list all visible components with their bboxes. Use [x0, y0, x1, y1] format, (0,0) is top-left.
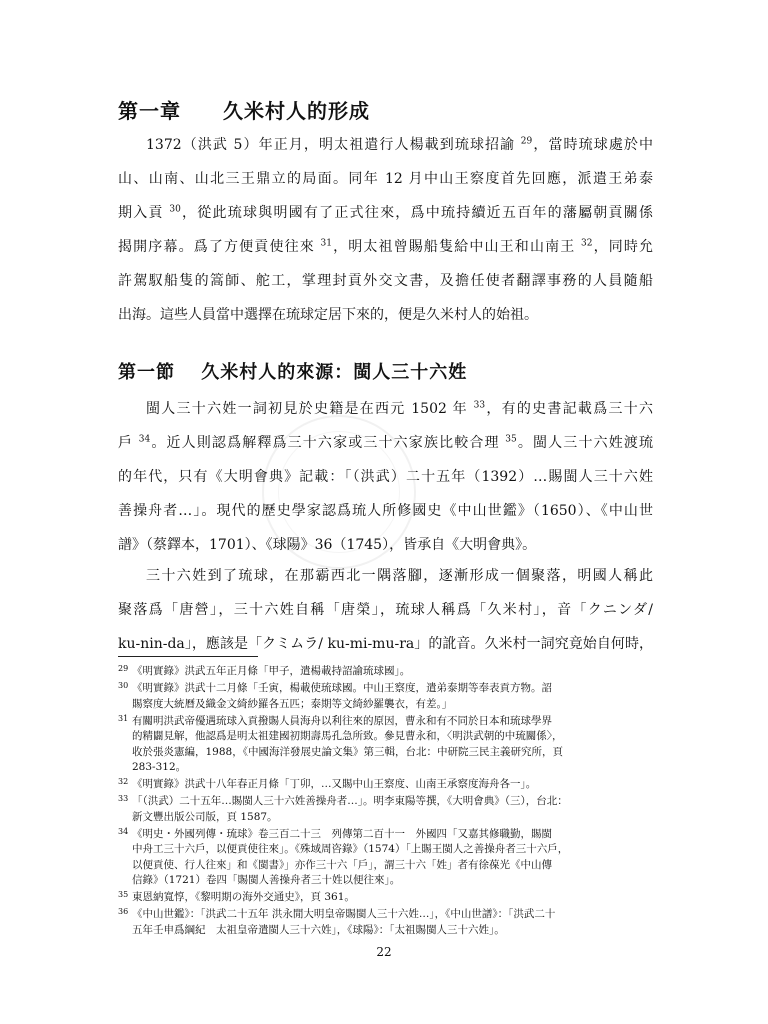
- footnote-ref[interactable]: 30: [169, 204, 181, 215]
- footnote-30: [118, 681, 658, 712]
- footnote-text: 五年壬申爲綱紀 太祖皇帝遣閩人三十六姓」，《球陽》：「太祖賜閩人三十六姓」。: [132, 923, 505, 936]
- footnote-35: [118, 890, 658, 906]
- text-run: 期入貢: [118, 205, 170, 221]
- paragraph-3: [118, 559, 653, 661]
- footnote-number: 29: [118, 664, 129, 673]
- paragraph-1: [118, 128, 653, 332]
- footnote-text: 《明史・外國列傳・琉球》卷三百二十三 列傳第二百十一 外國四「又嘉其修職勤，賜閩: [132, 827, 552, 840]
- text-run: 的年代，只有《大明會典》記載：「（洪武）二十五年（1392）…賜閩人三十六姓: [118, 469, 653, 485]
- footnote-text: 以便貢使、行人往來」和《閩書》」亦作三十六「戶」，謂三十六「姓」者有徐葆光《中山傳: [132, 858, 552, 871]
- footnote-ref[interactable]: 29: [520, 136, 533, 147]
- footnote-text: 中舟工三十六戶，以便貢使往來」。《殊域周咨錄》（1574）「上賜王閩人之善操舟者三十六戶，: [132, 843, 569, 855]
- text-line: [118, 460, 653, 494]
- footnote-36: [118, 907, 658, 938]
- footnote-text: 「（洪武）二十五年…賜閩人三十六姓善操舟者…」。明李東陽等撰，《大明會典》（三），台北：: [132, 795, 568, 807]
- text-line: [118, 196, 653, 230]
- text-line: 聚落爲「唐營」，三十六姓自稱「唐榮」，琉球人稱爲「久米村」，音「クニンダ/: [118, 602, 653, 618]
- footnote-34: [118, 827, 658, 889]
- text-line: [118, 162, 653, 196]
- chapter-title: 第一章 久米村人的形成: [118, 99, 370, 123]
- footnote-33: [118, 794, 658, 825]
- footnote-text: 信錄》（1721）卷四「賜閩人善操舟者三十姓以便往來」。: [132, 874, 401, 886]
- text-run: 。閩人三十六姓渡琉: [516, 435, 653, 451]
- footnote-number: 34: [118, 826, 129, 836]
- footnote-number: 35: [118, 890, 129, 899]
- paragraph-2: [118, 392, 653, 562]
- text-run: 揭開序幕。爲了方便貢使往來: [118, 239, 321, 255]
- text-run: 善操舟者…」。現代的歷史學家認爲琉人所修國史《中山世鑑》（1650）、《中山世: [118, 503, 653, 519]
- footnote-text: 《明實錄》洪武五年正月條「甲子，遣楊載持詔諭琉球國」。: [132, 665, 411, 677]
- text-line: [118, 230, 653, 264]
- footnote-ref[interactable]: 32: [580, 238, 593, 249]
- footnote-number: 33: [118, 794, 129, 803]
- text-run: 。近人則認爲解釋爲三十六家或三十六家族比較合理: [150, 435, 506, 451]
- footnote-text: 東恩納寬惇，《黎明期の海外交通史》，頁 361。: [132, 891, 355, 903]
- text-line: [118, 298, 653, 332]
- footnote-ref[interactable]: 33: [473, 400, 486, 411]
- footnote-number: 31: [118, 713, 129, 723]
- footnote-32: [118, 777, 658, 793]
- text-run: ，有的史書記載爲三十六: [485, 401, 653, 417]
- footnote-text: 有關明洪武帝優遇琉球入貢撥賜人員海舟以利往來的原因，曹永和有不同於日本和琉球學界: [132, 714, 552, 727]
- footnote-text: 《中山世鑑》：「洪武二十五年 洪永閒大明皇帝賜閩人三十六姓…」，《中山世譜》：「洪武二十: [132, 908, 556, 920]
- text-line: [118, 426, 653, 460]
- footnote-number: 32: [118, 777, 129, 786]
- text-line: [118, 392, 653, 426]
- footnote-number: 30: [118, 681, 129, 690]
- text-run: 許駕馭船隻的篙師、舵工，掌理封貢外交文書，及擔任使者翻譯事務的人員隨船: [118, 273, 653, 289]
- text-line: 三十六姓到了琉球，在那霸西北一隅落腳，逐漸形成一個聚落，明國人稱此: [146, 568, 653, 584]
- footnote-text: 283-312。: [132, 761, 187, 773]
- text-line: [118, 528, 653, 562]
- text-line: [118, 494, 653, 528]
- text-line: [118, 128, 653, 162]
- footnote-text: 《明實錄》洪武十二月條「壬寅，楊載使琉球國。中山王察度，遣弟泰期等奉表貢方物。詔: [132, 682, 552, 694]
- footnote-text: 賜察度大統曆及織金文綺紗羅各五匹；泰期等文綺紗羅襲衣，有差。」: [132, 697, 453, 710]
- text-run: ，同時允: [592, 239, 653, 255]
- section-title: 第一節 久米村人的來源：閩人三十六姓: [118, 362, 468, 383]
- footnote-ref[interactable]: 35: [505, 434, 517, 445]
- text-run: 戶: [118, 435, 139, 451]
- text-run: 閩人三十六姓一詞初見於史籍是在西元 1502 年: [146, 401, 474, 417]
- footnote-31: [118, 714, 658, 776]
- footnote-text: 新文豐出版公司版，頁 1587。: [132, 810, 278, 823]
- text-line: [118, 264, 653, 298]
- footnote-29: [118, 664, 658, 680]
- text-line: ku-nin-da」，應該是「クミムラ/ ku-mi-mu-ra」的訛音。久米村一詞究竟始自何時，: [118, 636, 653, 652]
- footnote-ref[interactable]: 34: [138, 434, 151, 445]
- text-run: ，明太祖曾賜船隻給中山王和山南王: [331, 239, 581, 255]
- footnote-text: 的精闢見解，他認爲是明太祖建國初期壽馬孔急所致。參見曹永和，〈明洪武朝的中琉關係〉，: [132, 730, 563, 742]
- footnote-ref[interactable]: 31: [320, 238, 332, 249]
- footnote-separator: [118, 656, 258, 657]
- text-run: 譜》（蔡鐸本，1701）、《球陽》36（1745），皆承自《大明會典》。: [118, 537, 537, 553]
- footnote-text: 收於張炎憲編，1988，《中國海洋發展史論文集》第三輯，台北：中研院三民主義研究所，頁: [132, 745, 563, 758]
- text-run: ，當時琉球處於中: [532, 137, 653, 153]
- footnote-number: 36: [118, 907, 129, 916]
- text-run: 1372（洪武 5）年正月，明太祖遣行人楊載到琉球招諭: [146, 137, 521, 153]
- text-run: 出海。這些人員當中選擇在琉球定居下來的，便是久米村人的始祖。: [118, 307, 538, 323]
- text-run: ，從此琉球與明國有了正式往來，爲中琉持續近五百年的藩屬朝貢關係: [180, 205, 653, 221]
- page-number: 22: [376, 945, 392, 959]
- text-run: 山、山南、山北三王鼎立的局面。同年 12 月中山王察度首先回應，派遣王弟泰: [118, 171, 653, 187]
- footnote-text: 《明實錄》洪武十八年春正月條「丁卯，…又賜中山王察度、山南王承察度海舟各一」。: [132, 778, 537, 790]
